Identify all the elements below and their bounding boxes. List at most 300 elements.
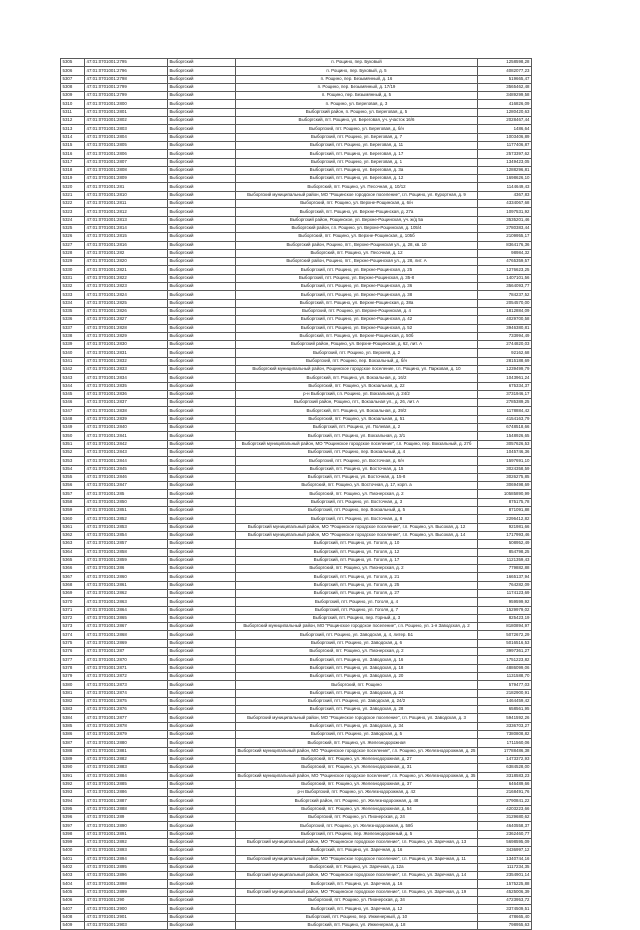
address-cell: Выборгский, пгт. Рощино, ул. Заречная, д. 12 (236, 905, 478, 913)
district-cell: Выборгский (168, 191, 236, 199)
district-cell: Выборгский (168, 855, 236, 863)
address-cell: Выборгский, пгт. Рощино, ул. Береговая, д. 12 (236, 175, 478, 183)
value-cell: 854798,25 (477, 548, 531, 556)
row-number-cell: 5314 (61, 133, 85, 141)
district-cell: Выборгский (168, 266, 236, 274)
value-cell: 3489299,58 (477, 92, 531, 100)
address-cell: Выборгский, пгт. Рощино, ул. Заводская, д. 24 (236, 689, 478, 697)
value-cell: 2780383,44 (477, 224, 531, 232)
table-row (61, 780, 532, 788)
cadastral-number-cell: 47:01:0701001:2845 (85, 465, 168, 473)
table-row (61, 75, 532, 83)
address-cell: Выборгский, пгт. Рощино, ул. Пионерская, д. 2 (236, 565, 478, 573)
value-cell: 875175,78 (477, 498, 531, 506)
row-number-cell: 5397 (61, 822, 85, 830)
cadastral-number-cell: 47:01:0701001:286 (85, 565, 168, 573)
cadastral-number-cell: 47:01:0701001:2883 (85, 764, 168, 772)
value-cell: 3069498,69 (477, 482, 531, 490)
address-cell: р-н Выборгский, г.п. Рощино, ул. Вокзальная, д. 24/2 (236, 390, 478, 398)
value-cell: 3318583,23 (477, 772, 531, 780)
value-cell: 5698595,09 (477, 838, 531, 846)
district-cell: Выборгский (168, 291, 236, 299)
cadastral-number-cell: 47:01:0701001:2891 (85, 830, 168, 838)
address-cell: Выборгский район, Рощино, ул. Верхне-Рощинская, д. 62, лит. А (236, 341, 478, 349)
district-cell: Выборгский (168, 473, 236, 481)
cadastral-number-cell: 47:01:0701001:2873 (85, 681, 168, 689)
address-cell: Выборгский район, Рощино, пгт., Вокзальная ул., д. 26, лит. А (236, 399, 478, 407)
cadastral-value-table (60, 58, 532, 930)
cadastral-number-cell: 47:01:0701001:2822 (85, 274, 168, 282)
district-cell: Выборгский (168, 224, 236, 232)
table-row (61, 67, 532, 75)
address-cell: Выборгский, пгт. Рощино, пер. Горный, д. 3 (236, 614, 478, 622)
district-cell: Выборгский (168, 648, 236, 656)
cadastral-number-cell: 47:01:0701001:2869 (85, 639, 168, 647)
address-cell: Выборгский, пгт. Рощино, ул. Верхне-Рощинская, д. 38 (236, 291, 478, 299)
district-cell: Выборгский (168, 200, 236, 208)
table-row (61, 424, 532, 432)
value-cell: 1258598,28 (477, 59, 531, 67)
table-row (61, 797, 532, 805)
cadastral-number-cell: 47:01:0701001:2824 (85, 291, 168, 299)
district-cell: Выборгский (168, 847, 236, 855)
table-row (61, 664, 532, 672)
cadastral-number-cell: 47:01:0701001:2887 (85, 797, 168, 805)
table-row (61, 390, 532, 398)
table-row (61, 274, 532, 282)
value-cell: 5016516,53 (477, 639, 531, 647)
value-cell: 1177406,87 (477, 141, 531, 149)
address-cell: Выборгский, пгт. Рощино, ул. Верхне-Рощинская, д. 4 (236, 307, 478, 315)
address-cell: Выборгский, пгт. Рощино, ул. Верхне-Рощинская, д. 6/н (236, 200, 478, 208)
district-cell: Выборгский (168, 59, 236, 67)
table-row (61, 125, 532, 133)
cadastral-number-cell: 47:01:0701001:2815 (85, 233, 168, 241)
row-number-cell: 5344 (61, 382, 85, 390)
district-cell: Выборгский (168, 357, 236, 365)
value-cell: 2168491,76 (477, 789, 531, 797)
cadastral-number-cell: 47:01:0701001:2895 (85, 863, 168, 871)
table-row (61, 905, 532, 913)
value-cell: 5941592,26 (477, 714, 531, 722)
table-row (61, 847, 532, 855)
district-cell: Выборгский (168, 681, 236, 689)
address-cell: Выборгский муниципальный район, МО "Рощинское городское поселение", г.п. Рощино, ул. Высокая, д. 12 (236, 523, 478, 531)
cadastral-number-cell: 47:01:0701001:2840 (85, 424, 168, 432)
table-row (61, 382, 532, 390)
cadastral-number-cell: 47:01:0701001:2857 (85, 540, 168, 548)
cadastral-number-cell: 47:01:0701001:2893 (85, 847, 168, 855)
table-row (61, 258, 532, 266)
value-cell: 959599,92 (477, 598, 531, 606)
row-number-cell: 5345 (61, 390, 85, 398)
value-cell: 2362460,77 (477, 830, 531, 838)
table-row (61, 175, 532, 183)
cadastral-number-cell: 47:01:0701001:2879 (85, 731, 168, 739)
value-cell: 1751223,82 (477, 656, 531, 664)
value-cell: 4203223,66 (477, 805, 531, 813)
address-cell: Выборгский, пгт. Рощино, ул. Заводская, д. 4, литер. Б1 (236, 631, 478, 639)
table-row (61, 440, 532, 448)
cadastral-number-cell: 47:01:0701001:2835 (85, 382, 168, 390)
table-row (61, 573, 532, 581)
table-row (61, 706, 532, 714)
address-cell: Выборгский, пгт. Рощино, ул. Вокзальная, д. 22 (236, 382, 478, 390)
district-cell: Выборгский (168, 258, 236, 266)
district-cell: Выборгский (168, 274, 236, 282)
row-number-cell: 5396 (61, 814, 85, 822)
row-number-cell: 5395 (61, 805, 85, 813)
table-row (61, 465, 532, 473)
table-row (61, 805, 532, 813)
row-number-cell: 5372 (61, 614, 85, 622)
row-number-cell: 5388 (61, 747, 85, 755)
table-row (61, 266, 532, 274)
cadastral-number-cell: 47:01:0701001:2885 (85, 780, 168, 788)
district-cell: Выборгский (168, 814, 236, 822)
cadastral-number-cell: 47:01:0701001:2875 (85, 697, 168, 705)
district-cell: Выборгский (168, 822, 236, 830)
district-cell: Выборгский (168, 482, 236, 490)
value-cell: 1407101,56 (477, 274, 531, 282)
row-number-cell: 5398 (61, 830, 85, 838)
cadastral-number-cell: 47:01:0701001:2834 (85, 374, 168, 382)
table-row (61, 200, 532, 208)
address-cell: Выборгский, пгт. Рощино, ул. Заводская, д. 5 (236, 731, 478, 739)
table-row (61, 166, 532, 174)
value-cell: 3374509,51 (477, 905, 531, 913)
cadastral-number-cell: 47:01:0701001:2821 (85, 266, 168, 274)
district-cell: Выборгский (168, 108, 236, 116)
address-cell: Выборгский муниципальный район, МО "Рощинское городское поселение", г.п. Рощино, ул. Заречная, д. 19 (236, 888, 478, 896)
table-row (61, 183, 532, 191)
district-cell: Выборгский (168, 888, 236, 896)
row-number-cell: 5357 (61, 490, 85, 498)
value-cell: 1486,64 (477, 125, 531, 133)
value-cell: 4640558,37 (477, 822, 531, 830)
value-cell: 508952,49 (477, 540, 531, 548)
table-row (61, 764, 532, 772)
table-row (61, 606, 532, 614)
value-cell: 798955,63 (477, 921, 531, 929)
value-cell: 8180894,97 (477, 623, 531, 631)
value-cell: 4154163,79 (477, 415, 531, 423)
row-number-cell: 5339 (61, 341, 85, 349)
cadastral-number-cell: 47:01:0701001:2811 (85, 200, 168, 208)
cadastral-number-cell: 47:01:0701001:2810 (85, 191, 168, 199)
value-cell: 519665,47 (477, 75, 531, 83)
row-number-cell: 5310 (61, 100, 85, 108)
value-cell: 4029700,58 (477, 316, 531, 324)
row-number-cell: 5406 (61, 896, 85, 904)
address-cell: Выборгский, пгт. Рощино, ул. Заводская, д. 20 (236, 672, 478, 680)
address-cell: Выборгский, пгт. Рощино, ул. Береговая, д. 7 (236, 133, 478, 141)
table-row (61, 672, 532, 680)
table-row (61, 59, 532, 67)
district-cell: Выборгский (168, 656, 236, 664)
value-cell: 1003406,89 (477, 133, 531, 141)
district-cell: Выборгский (168, 125, 236, 133)
cadastral-number-cell: 47:01:0701001:2828 (85, 324, 168, 332)
table-row (61, 482, 532, 490)
cadastral-number-cell: 47:01:0701001:2823 (85, 283, 168, 291)
table-row (61, 283, 532, 291)
table-row (61, 739, 532, 747)
value-cell: 3997361,27 (477, 648, 531, 656)
value-cell: 92162,68 (477, 349, 531, 357)
address-cell: Выборгский район, Рощино, пгт., Верхне-Рощинская ул., д. 28, лит. А (236, 258, 478, 266)
row-number-cell: 5364 (61, 548, 85, 556)
address-cell: Выборгский, пгт. Рощино, ул. Заречная, д. 16 (236, 847, 478, 855)
address-cell: п. Рощино, пер. Безымянный, д. 16 (236, 75, 478, 83)
address-cell: Выборгский, пгт. Рощино, ул. Гоголя, д. 21 (236, 573, 478, 581)
table-body (61, 59, 532, 930)
district-cell: Выборгский (168, 565, 236, 573)
district-cell: Выборгский (168, 490, 236, 498)
address-cell: Выборгский, пгт. Рощино, ул. Железнодорожная, д. 27 (236, 755, 478, 763)
district-cell: Выборгский (168, 548, 236, 556)
value-cell: 17788486,38 (477, 747, 531, 755)
address-cell: Выборгский, пгт. Рощино, ул. Береговая, д. 3а (236, 166, 478, 174)
value-cell: 478665,40 (477, 913, 531, 921)
address-cell: Выборгский, пгт. Рощино, ул. Береговая, д. б/н (236, 125, 478, 133)
value-cell: 1349423,05 (477, 158, 531, 166)
table-row (61, 755, 532, 763)
cadastral-number-cell: 47:01:0701001:2809 (85, 175, 168, 183)
cadastral-number-cell: 47:01:0701001:2899 (85, 888, 168, 896)
address-cell: Выборгский, пгт. Рощино, ул. Заводская, д. 6 (236, 639, 478, 647)
row-number-cell: 5319 (61, 175, 85, 183)
table-row (61, 830, 532, 838)
table-row (61, 772, 532, 780)
address-cell: Выборгский, пгт. Рощино, ул. Заводская, д. 16 (236, 656, 478, 664)
value-cell: 1548926,65 (477, 432, 531, 440)
district-cell: Выборгский (168, 755, 236, 763)
cadastral-number-cell: 47:01:0701001:2868 (85, 631, 168, 639)
cadastral-number-cell: 47:01:0701001:2816 (85, 241, 168, 249)
district-cell: Выборгский (168, 175, 236, 183)
address-cell: Выборгский, пгт. Рощино, ул. Песочная, д. 10/12 (236, 183, 478, 191)
cadastral-number-cell: 47:01:0701001:2864 (85, 606, 168, 614)
table-row (61, 896, 532, 904)
row-number-cell: 5384 (61, 714, 85, 722)
district-cell: Выборгский (168, 764, 236, 772)
address-cell: Выборгский, пгт. Рощино, ул. Береговая, уч. участок 16/6 (236, 117, 478, 125)
table-row (61, 913, 532, 921)
cadastral-number-cell: 47:01:0701001:2890 (85, 822, 168, 830)
table-row (61, 233, 532, 241)
value-cell: 1276623,25 (477, 266, 531, 274)
district-cell: Выборгский (168, 432, 236, 440)
cadastral-number-cell: 47:01:0701001:2892 (85, 838, 168, 846)
row-number-cell: 5340 (61, 349, 85, 357)
row-number-cell: 5383 (61, 706, 85, 714)
address-cell: Выборгский, пгт. Рощино, пер. Вокзальный, д. 5 (236, 507, 478, 515)
address-cell: Выборгский муниципальный район, МО "Рощинское городское поселение", г.п. Рощино, ул. Железнодорожная, д. 35 (236, 772, 478, 780)
table-row (61, 133, 532, 141)
value-cell: 1597691,10 (477, 457, 531, 465)
row-number-cell: 5343 (61, 374, 85, 382)
cadastral-number-cell: 47:01:0701001:2814 (85, 224, 168, 232)
district-cell: Выборгский (168, 241, 236, 249)
district-cell: Выборгский (168, 623, 236, 631)
address-cell: Выборгский, пгт. Рощино, ул. Заводская, д. 34 (236, 722, 478, 730)
district-cell: Выборгский (168, 697, 236, 705)
row-number-cell: 5348 (61, 415, 85, 423)
value-cell: 6384528,00 (477, 764, 531, 772)
address-cell: Выборгский район, пгт. Рощино, ул. Железнодорожная, д. 48 (236, 797, 478, 805)
address-cell: п. Рощино, пер. Безымянный, д. 17/19 (236, 83, 478, 91)
row-number-cell: 5305 (61, 59, 85, 67)
cadastral-number-cell: 47:01:0701001:2837 (85, 399, 168, 407)
cadastral-number-cell: 47:01:0701001:2862 (85, 590, 168, 598)
cadastral-number-cell: 47:01:0701001:2888 (85, 805, 168, 813)
table-row (61, 216, 532, 224)
table-row (61, 150, 532, 158)
cadastral-number-cell: 47:01:0701001:2853 (85, 523, 168, 531)
table-row (61, 581, 532, 589)
row-number-cell: 5368 (61, 581, 85, 589)
value-cell: 1045746,36 (477, 448, 531, 456)
cadastral-number-cell: 47:01:0701001:285 (85, 490, 168, 498)
table-row (61, 83, 532, 91)
cadastral-number-cell: 47:01:0701001:2877 (85, 714, 168, 722)
value-cell: 2785389,25 (477, 399, 531, 407)
cadastral-number-cell: 47:01:0701001:2886 (85, 789, 168, 797)
cadastral-number-cell: 47:01:0701001:2872 (85, 672, 168, 680)
address-cell: Выборгский, пгт. Рощино, ул. Заводская, д. 24/2 (236, 697, 478, 705)
table-row (61, 407, 532, 415)
row-number-cell: 5408 (61, 913, 85, 921)
district-cell: Выборгский (168, 92, 236, 100)
row-number-cell: 5367 (61, 573, 85, 581)
value-cell: 416826,09 (477, 100, 531, 108)
district-cell: Выборгский (168, 407, 236, 415)
address-cell: Выборгский муниципальный район, МО "Рощинское городское поселение", г.п. Рощино, ул. Заводская, д. 3 (236, 714, 478, 722)
cadastral-number-cell: 47:01:0701001:2871 (85, 664, 168, 672)
value-cell: 3436997,12 (477, 847, 531, 855)
address-cell: Выборгский, пгт. Рощино, ул. Железнодорожная, д. 58б (236, 822, 478, 830)
table-row (61, 515, 532, 523)
row-number-cell: 5320 (61, 183, 85, 191)
address-cell: Выборгский, пгт. Рощино, пер. Вокзальный, д. 4 (236, 448, 478, 456)
value-cell: 1711560,06 (477, 739, 531, 747)
table-row (61, 789, 532, 797)
value-cell: 8364176,36 (477, 241, 531, 249)
address-cell: Выборгский, пгт. Рощино, ул. Гоголя, д. 27 (236, 590, 478, 598)
cadastral-number-cell: 47:01:0701001:2884 (85, 772, 168, 780)
district-cell: Выборгский (168, 498, 236, 506)
district-cell: Выборгский (168, 166, 236, 174)
address-cell: Выборгский, пгт. Рощино, ул. Железнодорожная, д. 31 (236, 764, 478, 772)
row-number-cell: 5387 (61, 739, 85, 747)
row-number-cell: 5356 (61, 482, 85, 490)
cadastral-number-cell: 47:01:0701001:2800 (85, 100, 168, 108)
value-cell: 2182900,91 (477, 689, 531, 697)
row-number-cell: 5359 (61, 507, 85, 515)
cadastral-number-cell: 47:01:0701001:2841 (85, 432, 168, 440)
table-row (61, 598, 532, 606)
cadastral-number-cell: 47:01:0701001:2900 (85, 905, 168, 913)
table-row (61, 722, 532, 730)
district-cell: Выборгский (168, 523, 236, 531)
district-cell: Выборгский (168, 863, 236, 871)
row-number-cell: 5382 (61, 697, 85, 705)
value-cell: 825423,19 (477, 614, 531, 622)
value-cell: 1812884,09 (477, 307, 531, 315)
value-cell: 1144649,43 (477, 183, 531, 191)
cadastral-number-cell: 47:01:0701001:2825 (85, 299, 168, 307)
value-cell: 3731946,17 (477, 390, 531, 398)
address-cell: Выборгский, пгт. Рощино, ул. Пионерская, д. 2 (236, 648, 478, 656)
table-row (61, 224, 532, 232)
address-cell: Выборгский, пгт. Рощино, ул. Гоголя, д. 25 (236, 581, 478, 589)
table-row (61, 357, 532, 365)
district-cell: Выборгский (168, 590, 236, 598)
row-number-cell: 5358 (61, 498, 85, 506)
district-cell: Выборгский (168, 581, 236, 589)
value-cell: 1117234,35 (477, 863, 531, 871)
cadastral-number-cell: 47:01:0701001:2795 (85, 59, 168, 67)
cadastral-number-cell: 47:01:0701001:2896 (85, 872, 168, 880)
value-cell: 2354901,14 (477, 872, 531, 880)
value-cell: 3565462,48 (477, 83, 531, 91)
value-cell: 6748518,66 (477, 424, 531, 432)
value-cell: 4367,83 (477, 191, 531, 199)
row-number-cell: 5369 (61, 590, 85, 598)
row-number-cell: 5338 (61, 332, 85, 340)
value-cell: 3535201,46 (477, 216, 531, 224)
row-number-cell: 5378 (61, 664, 85, 672)
value-cell: 1717993,46 (477, 531, 531, 539)
value-cell: 4334067,68 (477, 200, 531, 208)
value-cell: 2028467,44 (477, 117, 531, 125)
address-cell: п. Рощино, пер. Безымянный, д. 5 (236, 92, 478, 100)
row-number-cell: 5363 (61, 540, 85, 548)
table-row (61, 324, 532, 332)
cadastral-number-cell: 47:01:0701001:2903 (85, 921, 168, 929)
row-number-cell: 5346 (61, 399, 85, 407)
table-row (61, 863, 532, 871)
table-row (61, 399, 532, 407)
row-number-cell: 5377 (61, 656, 85, 664)
address-cell: Выборгский, пгт. Рощино, ул. Вокзальная, д. 3/1 (236, 432, 478, 440)
table-row (61, 92, 532, 100)
value-cell: 1575225,88 (477, 880, 531, 888)
district-cell: Выборгский (168, 324, 236, 332)
district-cell: Выборгский (168, 382, 236, 390)
district-cell: Выборгский (168, 731, 236, 739)
value-cell: 646489,66 (477, 780, 531, 788)
row-number-cell: 5389 (61, 755, 85, 763)
table-row (61, 880, 532, 888)
cadastral-number-cell: 47:01:0701001:2846 (85, 473, 168, 481)
row-number-cell: 5349 (61, 424, 85, 432)
table-row (61, 498, 532, 506)
cadastral-number-cell: 47:01:0701001:2829 (85, 332, 168, 340)
table-row (61, 888, 532, 896)
value-cell: 764282,09 (477, 581, 531, 589)
district-cell: Выборгский (168, 100, 236, 108)
table-row (61, 556, 532, 564)
district-cell: Выборгский (168, 797, 236, 805)
cadastral-number-cell: 47:01:0701001:2861 (85, 581, 168, 589)
value-cell: 1665137,94 (477, 573, 531, 581)
row-number-cell: 5393 (61, 789, 85, 797)
table-row (61, 374, 532, 382)
address-cell: Выборгский, пгт. Рощино, ул. Заречная, д. 12а (236, 863, 478, 871)
address-cell: Выборгский, пгт. Рощино, ул. Железнодорожная, д. 37 (236, 780, 478, 788)
